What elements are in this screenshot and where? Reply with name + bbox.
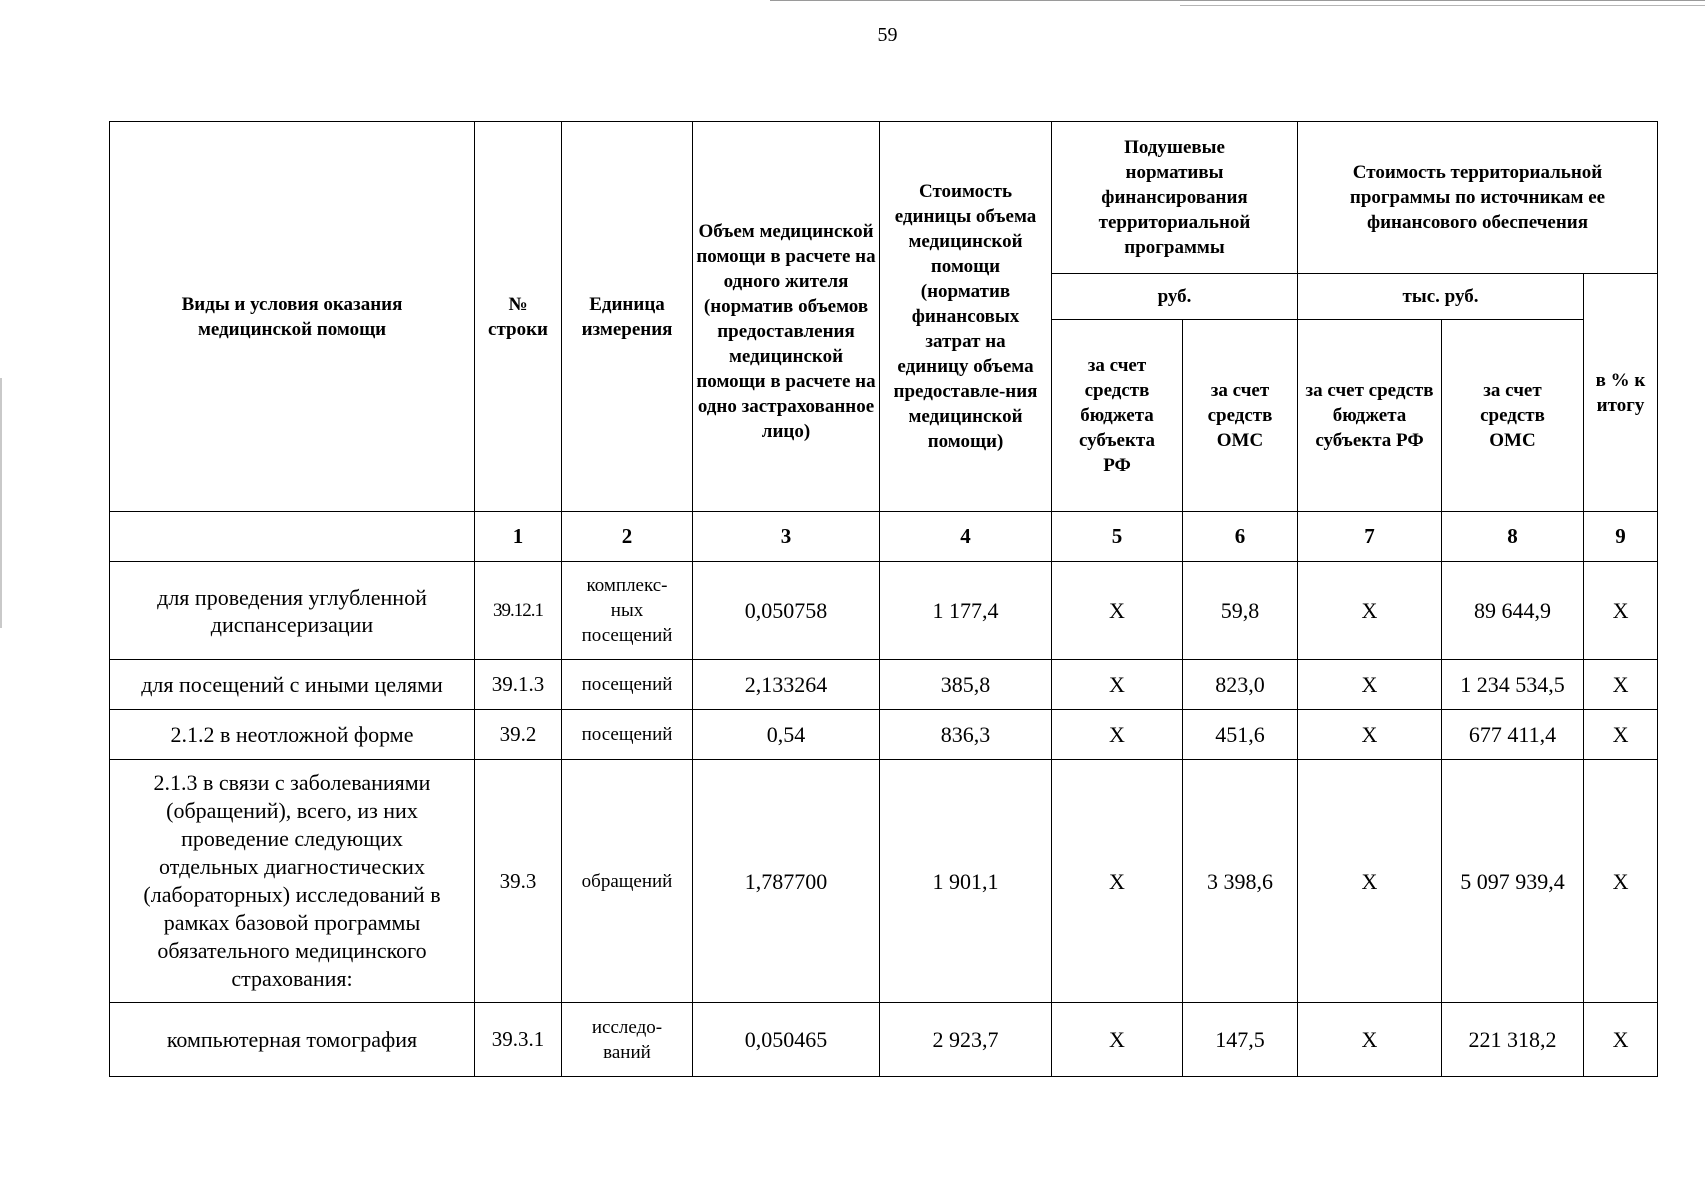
row-unit: обращений: [562, 760, 693, 1003]
row-kind: 2.1.3 в связи с заболеваниями (обращений), всего, из них проведение следующих отдельных диагностических (лабораторных) исследований в рамках базовой программы обязательного медицинского страхования:: [110, 760, 475, 1003]
header-row-no: № строки: [475, 122, 562, 512]
row-col6: 59,8: [1183, 562, 1298, 660]
header-row-1: [110, 122, 1658, 274]
row-volume: 0,050758: [693, 562, 880, 660]
row-kind: для посещений с иными целями: [110, 660, 475, 710]
row-volume: 0,54: [693, 710, 880, 760]
row-col8: 89 644,9: [1442, 562, 1584, 660]
column-number: 5: [1052, 512, 1183, 562]
header-per-capita: Подушевые нормативы финансирования территориальной программы: [1052, 122, 1298, 274]
row-col9: X: [1584, 562, 1658, 660]
column-number: [110, 512, 475, 562]
row-col9: X: [1584, 1003, 1658, 1077]
row-cost: 1 901,1: [880, 760, 1052, 1003]
row-col7: X: [1298, 710, 1442, 760]
table-row: [110, 660, 1658, 710]
row-kind: компьютерная томография: [110, 1003, 475, 1077]
row-col9: X: [1584, 660, 1658, 710]
column-number: 4: [880, 512, 1052, 562]
row-cost: 836,3: [880, 710, 1052, 760]
row-number: 39.2: [475, 710, 562, 760]
row-cost: 1 177,4: [880, 562, 1052, 660]
row-kind: для проведения углубленной диспансеризации: [110, 562, 475, 660]
row-volume: 0,050465: [693, 1003, 880, 1077]
row-col6: 451,6: [1183, 710, 1298, 760]
header-volume: Объем медицинской помощи в расчете на одного жителя (норматив объемов предоставления медицинской помощи в расчете на одно застрахованное лицо): [693, 122, 880, 512]
row-col5: X: [1052, 760, 1183, 1003]
row-cost: 2 923,7: [880, 1003, 1052, 1077]
header-oms: за счет средств ОМС: [1183, 320, 1298, 512]
row-col5: X: [1052, 710, 1183, 760]
row-col6: 823,0: [1183, 660, 1298, 710]
row-unit: исследо-ваний: [562, 1003, 693, 1077]
row-col7: X: [1298, 562, 1442, 660]
column-number: 6: [1183, 512, 1298, 562]
row-volume: 2,133264: [693, 660, 880, 710]
row-number: 39.1.3: [475, 660, 562, 710]
row-col8: 5 097 939,4: [1442, 760, 1584, 1003]
column-number: 2: [562, 512, 693, 562]
header-cost: Стоимость единицы объема медицинской помощи (норматив финансовых затрат на единицу объема предоставле-ния медицинской помощи): [880, 122, 1052, 512]
row-col9: X: [1584, 710, 1658, 760]
header-budget-rf-2: за счет средств бюджета субъекта РФ: [1298, 320, 1442, 512]
row-col7: X: [1298, 760, 1442, 1003]
top-rule: [770, 0, 1705, 1]
row-col9: X: [1584, 760, 1658, 1003]
table-row: [110, 562, 1658, 660]
row-number: 39.3.1: [475, 1003, 562, 1077]
row-cost: 385,8: [880, 660, 1052, 710]
row-col5: X: [1052, 562, 1183, 660]
row-unit: посещений: [562, 660, 693, 710]
page-number: 59: [877, 24, 898, 46]
scan-edge-mark: [0, 378, 2, 628]
row-col7: X: [1298, 1003, 1442, 1077]
table-row: [110, 1003, 1658, 1077]
row-col6: 147,5: [1183, 1003, 1298, 1077]
header-percent: в % к итогу: [1584, 274, 1658, 512]
row-volume: 1,787700: [693, 760, 880, 1003]
row-number: 39.3: [475, 760, 562, 1003]
row-col8: 1 234 534,5: [1442, 660, 1584, 710]
column-number: 3: [693, 512, 880, 562]
top-rule-secondary: [1180, 5, 1705, 6]
table-row: [110, 710, 1658, 760]
header-territorial: Стоимость территориальной программы по источникам ее финансового обеспечения: [1298, 122, 1658, 274]
row-unit: комплекс-ных посещений: [562, 562, 693, 660]
header-budget-rf: за счет средств бюджета субъекта РФ: [1052, 320, 1183, 512]
table-row: [110, 760, 1658, 1003]
header-unit: Единица измерения: [562, 122, 693, 512]
column-number-row: [110, 512, 1658, 562]
header-rub: руб.: [1052, 274, 1298, 320]
row-kind: 2.1.2 в неотложной форме: [110, 710, 475, 760]
column-number: 1: [475, 512, 562, 562]
row-col5: X: [1052, 1003, 1183, 1077]
column-number: 9: [1584, 512, 1658, 562]
header-thous-rub: тыс. руб.: [1298, 274, 1584, 320]
row-col7: X: [1298, 660, 1442, 710]
column-number: 8: [1442, 512, 1584, 562]
row-col8: 221 318,2: [1442, 1003, 1584, 1077]
header-kind: Виды и условия оказания медицинской помощи: [110, 122, 475, 512]
header-oms-2: за счет средств ОМС: [1442, 320, 1584, 512]
row-col5: X: [1052, 660, 1183, 710]
row-number: 39.12.1: [475, 562, 562, 660]
financing-table: [109, 121, 1658, 1077]
column-number: 7: [1298, 512, 1442, 562]
row-col6: 3 398,6: [1183, 760, 1298, 1003]
row-col8: 677 411,4: [1442, 710, 1584, 760]
row-unit: посещений: [562, 710, 693, 760]
